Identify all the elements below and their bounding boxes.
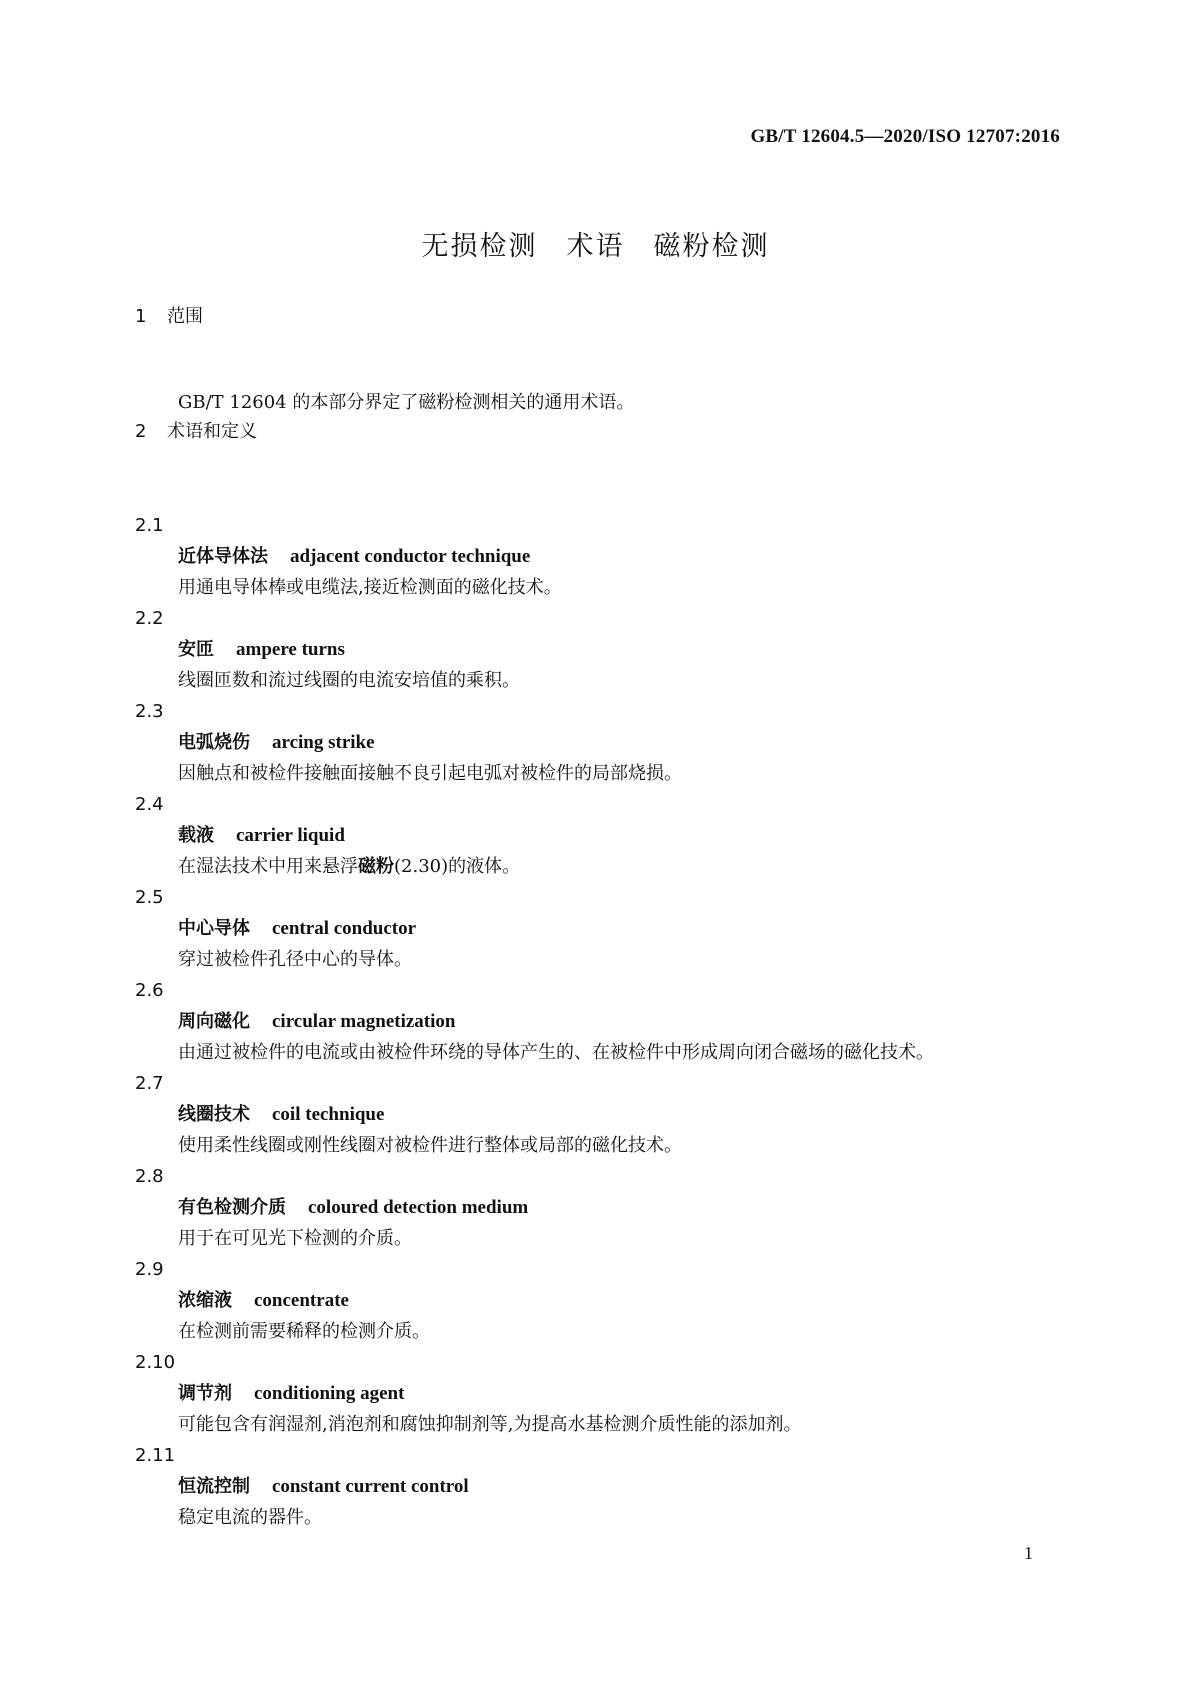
- section-heading-terms: [135, 417, 257, 443]
- term-definition: 穿过被检件孔径中心的导体。: [178, 949, 412, 970]
- term-number: 2.7: [135, 1073, 164, 1094]
- term-name: [178, 823, 345, 849]
- term-chinese: 恒流控制: [178, 1476, 250, 1497]
- term-entry: [135, 792, 1065, 885]
- term-english: coloured detection medium: [308, 1197, 529, 1218]
- term-number: 2.3: [135, 701, 164, 722]
- term-definition: [178, 854, 520, 880]
- section-number: 1: [135, 306, 147, 327]
- term-definition: 使用柔性线圈或刚性线圈对被检件进行整体或局部的磁化技术。: [178, 1135, 682, 1156]
- scope-paragraph: GB/T 12604 的本部分界定了磁粉检测相关的通用术语。: [178, 392, 635, 413]
- section-title: 术语和定义: [167, 421, 257, 442]
- term-entry: [135, 1443, 1065, 1536]
- term-definition: 由通过被检件的电流或由被检件环绕的导体产生的、在被检件中形成周向闭合磁场的磁化技术。: [178, 1042, 934, 1063]
- term-name: [178, 1381, 404, 1407]
- term-definition: 因触点和被检件接触面接触不良引起电弧对被检件的局部烧损。: [178, 763, 682, 784]
- term-entry: [135, 978, 1065, 1071]
- term-number: 2.5: [135, 887, 164, 908]
- term-definition: 用于在可见光下检测的介质。: [178, 1228, 412, 1249]
- term-english: carrier liquid: [236, 825, 345, 846]
- term-entry: [135, 513, 1065, 606]
- term-english: arcing strike: [272, 732, 375, 753]
- term-name: [178, 1102, 384, 1128]
- term-name: [178, 1288, 349, 1314]
- term-definition: 用通电导体棒或电缆法,接近检测面的磁化技术。: [178, 577, 562, 598]
- term-chinese: 调节剂: [178, 1383, 232, 1404]
- term-entry: [135, 885, 1065, 978]
- term-name: [178, 1474, 469, 1500]
- term-entry: [135, 1164, 1065, 1257]
- term-entry: [135, 1350, 1065, 1443]
- terms-list: [135, 513, 1065, 1536]
- term-number: 2.6: [135, 980, 164, 1001]
- term-english: central conductor: [272, 918, 417, 939]
- document-title: 无损检测 术语 磁粉检测: [421, 231, 770, 262]
- term-chinese: 安匝: [178, 639, 214, 660]
- term-chinese: 电弧烧伤: [178, 732, 250, 753]
- term-name: [178, 1009, 455, 1035]
- term-name: [178, 544, 530, 570]
- term-chinese: 周向磁化: [178, 1011, 250, 1032]
- term-entry: [135, 606, 1065, 699]
- term-number: 2.9: [135, 1259, 164, 1280]
- term-english: concentrate: [254, 1290, 349, 1311]
- term-entry: [135, 699, 1065, 792]
- term-chinese: 载液: [178, 825, 214, 846]
- term-name: [178, 1195, 528, 1221]
- term-english: conditioning agent: [254, 1383, 405, 1404]
- term-chinese: 有色检测介质: [178, 1197, 286, 1218]
- term-definition: 在检测前需要稀释的检测介质。: [178, 1321, 430, 1342]
- section-number: 2: [135, 421, 147, 442]
- section-heading-scope: [135, 302, 203, 328]
- section-title: 范围: [167, 306, 203, 327]
- term-english: adjacent conductor technique: [290, 546, 531, 567]
- term-english: constant current control: [272, 1476, 469, 1497]
- term-number: 2.11: [135, 1445, 176, 1466]
- term-number: 2.1: [135, 515, 164, 536]
- term-name: [178, 637, 345, 663]
- term-name: [178, 916, 416, 942]
- term-definition: 线圈匝数和流过线圈的电流安培值的乘积。: [178, 670, 520, 691]
- term-chinese: 浓缩液: [178, 1290, 232, 1311]
- term-definition: 稳定电流的器件。: [178, 1507, 322, 1528]
- term-number: 2.2: [135, 608, 164, 629]
- term-english: coil technique: [272, 1104, 385, 1125]
- term-chinese: 线圈技术: [178, 1104, 250, 1125]
- definition-text: 在湿法技术中用来悬浮: [178, 856, 358, 877]
- page-number: 1: [1024, 1543, 1033, 1563]
- term-chinese: 中心导体: [178, 918, 250, 939]
- cross-reference-term: 磁粉: [358, 856, 394, 877]
- term-number: 2.8: [135, 1166, 164, 1187]
- term-entry: [135, 1071, 1065, 1164]
- standard-code: GB/T 12604.5—2020/ISO 12707:2016: [750, 126, 1060, 147]
- term-number: 2.4: [135, 794, 164, 815]
- term-name: [178, 730, 375, 756]
- definition-text: (2.30)的液体。: [394, 856, 521, 877]
- term-english: ampere turns: [236, 639, 345, 660]
- term-english: circular magnetization: [272, 1011, 456, 1032]
- term-entry: [135, 1257, 1065, 1350]
- term-definition: 可能包含有润湿剂,消泡剂和腐蚀抑制剂等,为提高水基检测介质性能的添加剂。: [178, 1414, 802, 1435]
- term-number: 2.10: [135, 1352, 176, 1373]
- term-chinese: 近体导体法: [178, 546, 268, 567]
